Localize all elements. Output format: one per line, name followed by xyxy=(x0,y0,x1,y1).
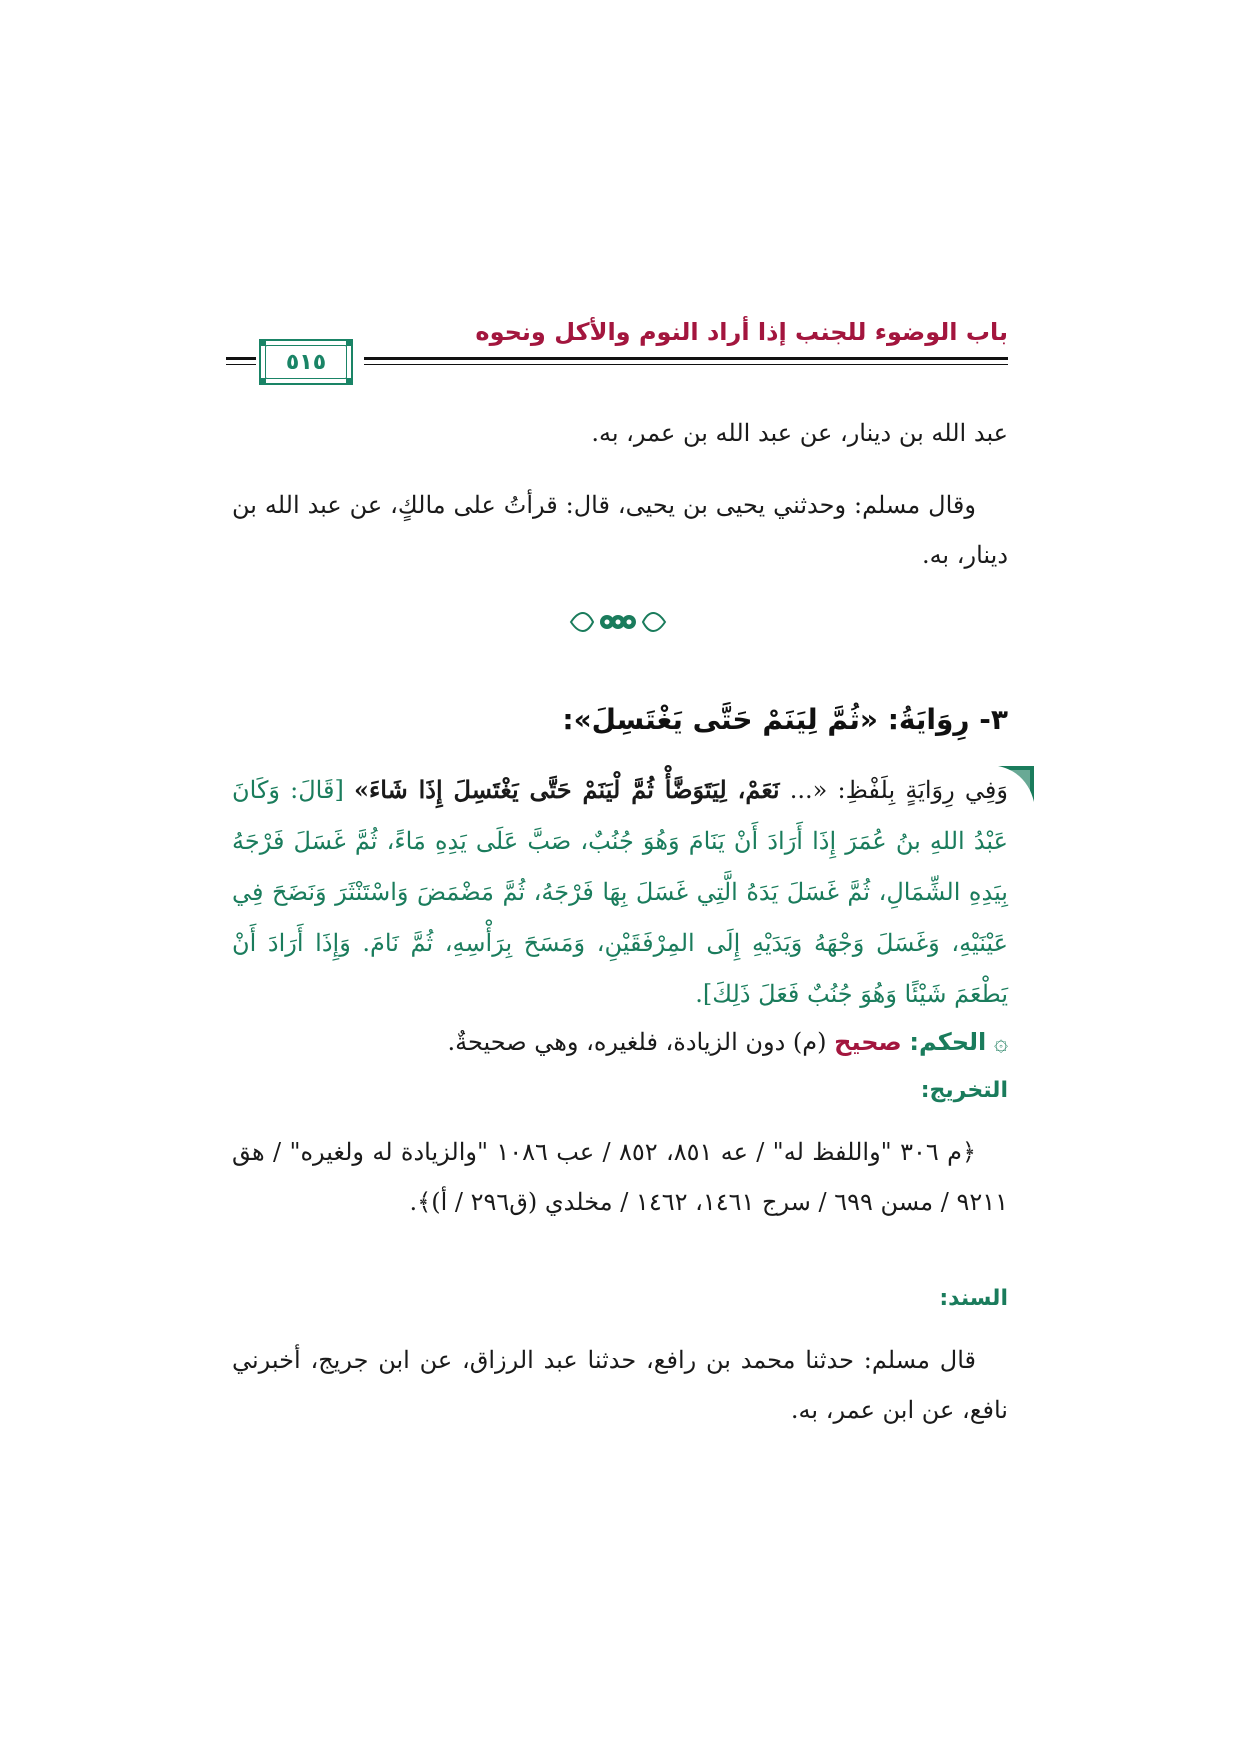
narration-intro: وَفِي رِوَايَةٍ بِلَفْظِ: «... xyxy=(779,776,1008,804)
header-rule-left-thick xyxy=(226,357,256,360)
sanad-text: قال مسلم: حدثنا محمد بن رافع، حدثنا عبد الرزاق، عن ابن جريج، أخبرني نافع، عن ابن عمر، به. xyxy=(232,1346,1008,1424)
header-rule-thin xyxy=(364,364,1008,365)
corner-ornament-icon xyxy=(996,764,1036,804)
floral-ornament-icon xyxy=(563,602,673,642)
takhrij-heading: التخريج: xyxy=(920,1078,1008,1103)
intro-paragraph: وقال مسلم: وحدثني يحيى بن يحيى، قال: قرأتُ على مالكٍ، عن عبد الله بن دينار، به. xyxy=(232,491,1008,569)
header-rule-left-thin xyxy=(226,364,256,365)
section-title: ٣- رِوَايَةُ: «ثُمَّ لِيَنَمْ حَتَّى يَغْتَسِلَ»: xyxy=(562,703,1008,736)
ruling-grade: صحيح xyxy=(834,1028,902,1056)
intro-line: عبد الله بن دينار، عن عبد الله بن عمر، به. xyxy=(591,419,1008,447)
ruling-line xyxy=(232,1022,1008,1062)
header-rule-thick xyxy=(364,357,1008,360)
narration-highlight: نَعَمْ، لِيَتَوَضَّأْ ثُمَّ لْيَنَمْ حَتَّى يَغْتَسِلَ إِذَا شَاءَ» xyxy=(354,775,780,804)
takhrij-text: ﴿م ٣٠٦ "واللفظ له" / عه ٨٥١، ٨٥٢ / عب ١٠٨٦ "والزيادة له ولغيره" / هق ٩٢١١ / مسن ٦٩٩ / سرج ١٤٦١، ١٤٦٢ / مخلدي (ق٢٩٦ / أ)﴾. xyxy=(232,1138,1008,1216)
narration-body: [قَالَ: وَكَانَ عَبْدُ اللهِ بنُ عُمَرَ إِذَا أَرَادَ أَنْ يَنَامَ وَهُوَ جُنُبٌ، صَبَّ عَلَى يَدِهِ مَاءً، ثُمَّ غَسَلَ فَرْجَهُ بِيَدِهِ الشِّمَالِ، ثُمَّ غَسَلَ يَدَهُ الَّتِي غَسَلَ بِهَا فَرْجَهُ، ثُمَّ مَضْمَضَ وَاسْتَنْثَرَ وَنَضَحَ فِي عَيْنَيْهِ، وَغَسَلَ وَجْهَهُ وَيَدَيْهِ إِلَى المِرْفَقَيْنِ، وَمَسَحَ بِرَأْسِهِ، ثُمَّ نَامَ. وَإِذَا أَرَادَ أَنْ يَطْعَمَ شَيْئًا وَهُوَ جُنُبٌ فَعَلَ ذَلِكَ]. xyxy=(232,776,1008,1008)
page-number: ٥١٥ xyxy=(265,345,347,379)
ruling-rest: (م) دون الزيادة، فلغيره، وهي صحيحةٌ. xyxy=(447,1028,835,1056)
page-number-frame xyxy=(259,339,353,385)
running-title: باب الوضوء للجنب إذا أراد النوم والأكل ونحوه xyxy=(475,318,1008,346)
ruling-label: الحكم: xyxy=(909,1028,987,1056)
narration-text xyxy=(232,764,1008,1020)
sanad-heading: السند: xyxy=(939,1286,1008,1311)
narration-block xyxy=(232,764,1008,1020)
rosette-icon: ۞ xyxy=(993,1028,1008,1056)
